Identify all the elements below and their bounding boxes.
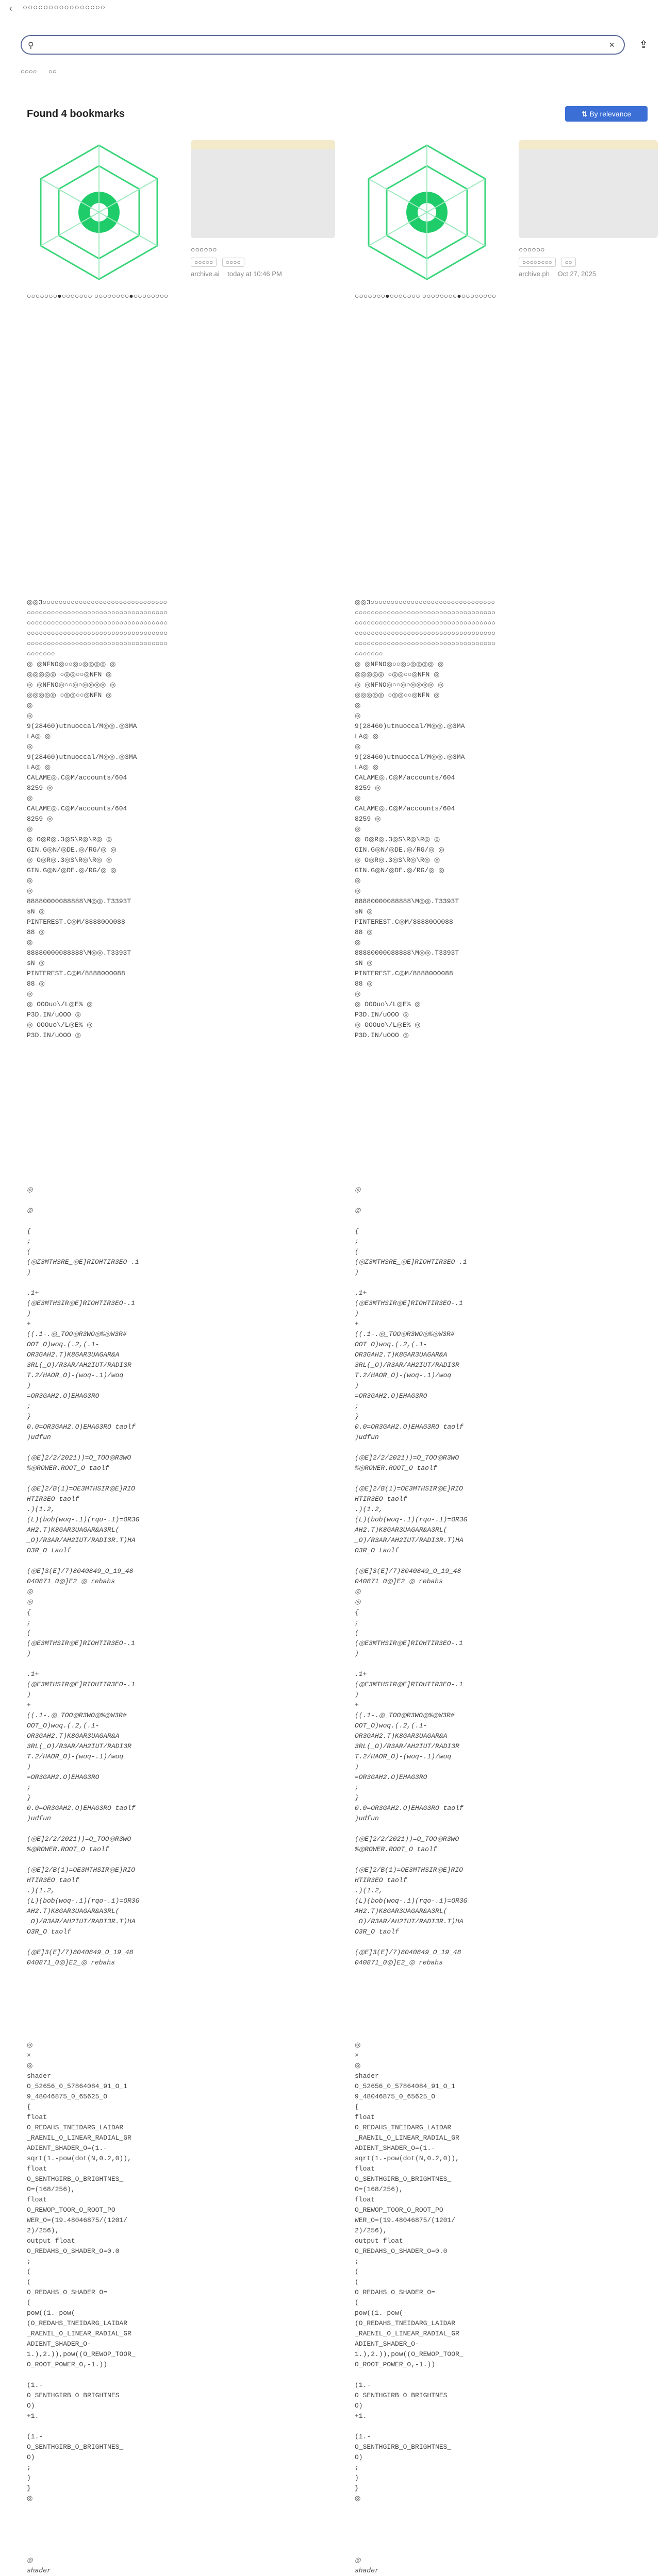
search-icon: ⚲	[28, 41, 34, 50]
bookmark-card[interactable]	[355, 140, 499, 301]
bookmark-title[interactable]: ○○○○○○○●○○○○○○○ ○○○○○○○○●○○○○○○○○	[27, 292, 169, 300]
bookmark-thumbnail	[27, 140, 171, 284]
bookmark-title[interactable]: ○○○○○○○●○○○○○○○ ○○○○○○○○●○○○○○○○○	[355, 292, 496, 300]
content-block: ◎ ◎ { ; ( (◎Z3MTHSRE_◎E]RIOHTIR3EO-.1 ) .1+ (◎E3MTHSIR◎E]RIOHTIR3EO-.1 ) + ((.1-.◎_TOO◎R3WO◎%◎W3R# OOT_O)woq.(.2,(.1- OR3GAH2.T)K8GAR3UAGAR&A 3RL(_O)/R3AR/AH2IUT/RADI3R T.2/HAOR_O)-(woq-.1)/woq ) =OR3GAH2.O)EHAG3RO ; } 0.0=OR3GAH2.O)EHAG3RO taolf )udfun (◎E]2/2/2021))=O_TOO◎R3WO %◎ROWER.ROOT_O taolf (◎E]2/B(1)=OE3MTHSIR◎E]RIO HTIR3EO taolf .)(1.2, (L)(bob(woq-.1)(rqo-.1)=OR3G AH2.T)K8GAR3UAGAR&A3RL( _O)/R3AR/AH2IUT/RADI3R.T)HA O3R_O taolf (◎E]3(E]/7)8040849_O_19_48 040871_0◎]E2_◎ rebahs ◎ ◎ { ; ( (◎E3MTHSIR◎E]RIOHTIR3EO-.1 ) .1+ (◎E3MTHSIR◎E]RIOHTIR3EO-.1 ) + ((.1-.◎_TOO◎R3WO◎%◎W3R# OOT_O)woq.(.2,(.1- OR3GAH2.T)K8GAR3UAGAR&A 3RL(_O)/R3AR/AH2IUT/RADI3R T.2/HAOR_O)-(woq-.1)/woq ) =OR3GAH2.O)EHAG3RO ; } 0.0=OR3GAH2.O)EHAG3RO taolf )udfun (◎E]2/2/2021))=O_TOO◎R3WO %◎ROWER.ROOT_O taolf (◎E]2/B(1)=OE3MTHSIR◎E]RIO HTIR3EO taolf .)(1.2, (L)(bob(woq-.1)(rqo-.1)=OR3G AH2.T)K8GAR3UAGAR&A3RL( _O)/R3AR/AH2IUT/RADI3R.T)HA O3R_O taolf (◎E]3(E]/7)8040849_O_19_48 040871_0◎]E2_◎ rebahs	[27, 1186, 140, 1967]
bookmark-title[interactable]: ○○○○○○	[191, 245, 217, 253]
tag[interactable]: ○○○○	[222, 258, 244, 267]
share-icon[interactable]: ⇪	[639, 39, 648, 50]
bookmark-thumbnail	[355, 140, 499, 284]
back-arrow-icon[interactable]: ‹	[9, 3, 12, 13]
sort-button[interactable]: ⇅ By relevance	[565, 106, 648, 122]
tag[interactable]: ○○○○○	[191, 258, 217, 267]
bookmark-date: today at 10:46 PM	[227, 270, 282, 278]
top-bar	[0, 0, 662, 15]
bookmark-thumbnail	[519, 140, 658, 238]
tag[interactable]: ○○○○○○○○	[519, 258, 556, 267]
results-title: Found 4 bookmarks	[27, 108, 125, 120]
filter-chip[interactable]: ○○○○	[21, 67, 37, 75]
bookmark-thumbnail	[191, 140, 335, 238]
content-block: ◎◎3○○○○○○○○○○○○○○○○○○○○○○○○○○○○○○○○○○○○○○○○○○○○○○○○○○○○○○○○○○○○○○○○○○○○○○○○○○○○○○○○○○○○○○○○○○○○○○○○○○○○○○○○○○○○○○○○○○○○○○○○○○○○○○○○○○○○○○○○○○○○○○○○○○○○○○○○○○○○○○○○○○○○○○○○○○○○○○○○○○ ◎ ◎NFNO◎○○◎○◎◎◎◎ ◎ ◎◎◎◎◎ ○◎◎○○◎NFN ◎ ◎ ◎NFNO◎○○◎○◎◎◎◎ ◎ ◎◎◎◎◎ ○◎◎○○◎NFN ◎ ◎ ◎ 9(28460)utnuoccal/M◎◎.◎3MA LA◎ ◎ ◎ 9(28460)utnuoccal/M◎◎.◎3MA LA◎ ◎ CALAME◎.C◎M/accounts/604 8259 ◎ ◎ CALAME◎.C◎M/accounts/604 8259 ◎ ◎ ◎ O◎R◎.3◎S\R◎\R◎ ◎ GIN.G◎N/◎DE.◎/RG/◎ ◎ ◎ O◎R◎.3◎S\R◎\R◎ ◎ GIN.G◎N/◎DE.◎/RG/◎ ◎ ◎ ◎ 88880000088888\M◎◎.T3393T sN ◎ PINTEREST.C◎M/88880OO088 88 ◎ ◎ 88880000088888\M◎◎.T3393T sN ◎ PINTEREST.C◎M/88880OO088 88 ◎ ◎ ◎ OOOuo\/L◎E% ◎ P3D.IN/uOOO ◎ ◎ OOOuo\/L◎E% ◎ P3D.IN/uOOO ◎	[355, 599, 496, 1039]
hex-pattern-image	[27, 140, 171, 284]
content-block: ◎ shader	[27, 2556, 51, 2574]
bookmark-date: Oct 27, 2025	[557, 270, 597, 278]
bookmark-source: archive.ph	[519, 270, 550, 278]
close-icon[interactable]: ×	[609, 40, 615, 50]
bookmark-card[interactable]	[27, 140, 171, 301]
content-block: ◎ shader	[355, 2556, 379, 2574]
bookmark-meta	[191, 270, 335, 278]
content-block: ◎ × ◎ shader O_52656_0_57864084_91_O_1 9_48046875_0_65625_O { float O_REDAHS_TNEIDARG_LAIDAR _RAENIL_O_LINEAR_RADIAL_GR ADIENT_SHADER_O=(1.- sqrt(1.-pow(dot(N,0.2,0)), float O_SENTHGIRB_O_BRIGHTNES_ O=(168/256), float O_REWOP_TOOR_O_ROOT_PO WER_O=(19.48046875/(1201/ 2)/256), output float O_REDAHS_O_SHADER_O=0.0 ; ( ( O_REDAHS_O_SHADER_O= ( pow((1.-pow(- (O_REDAHS_TNEIDARG_LAIDAR _RAENIL_O_LINEAR_RADIAL_GR ADIENT_SHADER_O- 1.),2.)),pow((O_REWOP_TOOR_ O_ROOT_POWER_O,-1.)) (1.- O_SENTHGIRB_O_BRIGHTNES_ O) +1. (1.- O_SENTHGIRB_O_BRIGHTNES_ O) ; ) } ◎	[355, 2041, 464, 2502]
bookmark-source: archive.ai	[191, 270, 220, 278]
bookmark-card[interactable]	[519, 140, 658, 278]
content-block: ◎ × ◎ shader O_52656_0_57864084_91_O_1 9_48046875_0_65625_O { float O_REDAHS_TNEIDARG_LAIDAR _RAENIL_O_LINEAR_RADIAL_GR ADIENT_SHADER_O=(1.- sqrt(1.-pow(dot(N,0.2,0)), float O_SENTHGIRB_O_BRIGHTNES_ O=(168/256), float O_REWOP_TOOR_O_ROOT_PO WER_O=(19.48046875/(1201/ 2)/256), output float O_REDAHS_O_SHADER_O=0.0 ; ( ( O_REDAHS_O_SHADER_O= ( pow((1.-pow(- (O_REDAHS_TNEIDARG_LAIDAR _RAENIL_O_LINEAR_RADIAL_GR ADIENT_SHADER_O- 1.),2.)),pow((O_REWOP_TOOR_ O_ROOT_POWER_O,-1.)) (1.- O_SENTHGIRB_O_BRIGHTNES_ O) +1. (1.- O_SENTHGIRB_O_BRIGHTNES_ O) ; ) } ◎	[27, 2041, 136, 2502]
tag[interactable]: ○○	[561, 258, 576, 267]
content-block: ◎◎3○○○○○○○○○○○○○○○○○○○○○○○○○○○○○○○○○○○○○○○○○○○○○○○○○○○○○○○○○○○○○○○○○○○○○○○○○○○○○○○○○○○○○○○○○○○○○○○○○○○○○○○○○○○○○○○○○○○○○○○○○○○○○○○○○○○○○○○○○○○○○○○○○○○○○○○○○○○○○○○○○○○○○○○○○○○○○○○○○○ ◎ ◎NFNO◎○○◎○◎◎◎◎ ◎ ◎◎◎◎◎ ○◎◎○○◎NFN ◎ ◎ ◎NFNO◎○○◎○◎◎◎◎ ◎ ◎◎◎◎◎ ○◎◎○○◎NFN ◎ ◎ ◎ 9(28460)utnuoccal/M◎◎.◎3MA LA◎ ◎ ◎ 9(28460)utnuoccal/M◎◎.◎3MA LA◎ ◎ CALAME◎.C◎M/accounts/604 8259 ◎ ◎ CALAME◎.C◎M/accounts/604 8259 ◎ ◎ ◎ O◎R◎.3◎S\R◎\R◎ ◎ GIN.G◎N/◎DE.◎/RG/◎ ◎ ◎ O◎R◎.3◎S\R◎\R◎ ◎ GIN.G◎N/◎DE.◎/RG/◎ ◎ ◎ ◎ 88880000088888\M◎◎.T3393T sN ◎ PINTEREST.C◎M/88880OO088 88 ◎ ◎ 88880000088888\M◎◎.T3393T sN ◎ PINTEREST.C◎M/88880OO088 88 ◎ ◎ ◎ OOOuo\/L◎E% ◎ P3D.IN/uOOO ◎ ◎ OOOuo\/L◎E% ◎ P3D.IN/uOOO ◎	[27, 599, 168, 1039]
filter-chips	[21, 67, 66, 76]
bookmark-meta	[519, 270, 658, 278]
window-title: ○○○○○○○○○○○○○○○○	[23, 3, 106, 12]
bookmark-card[interactable]	[191, 140, 335, 278]
search-input[interactable]	[49, 39, 567, 52]
filter-chip[interactable]: ○○	[48, 67, 57, 75]
hex-pattern-image	[355, 140, 499, 284]
search-bar[interactable]	[21, 35, 625, 55]
bookmark-title[interactable]: ○○○○○○	[519, 245, 545, 253]
content-block: ◎ ◎ { ; ( (◎Z3MTHSRE_◎E]RIOHTIR3EO-.1 ) .1+ (◎E3MTHSIR◎E]RIOHTIR3EO-.1 ) + ((.1-.◎_TOO◎R3WO◎%◎W3R# OOT_O)woq.(.2,(.1- OR3GAH2.T)K8GAR3UAGAR&A 3RL(_O)/R3AR/AH2IUT/RADI3R T.2/HAOR_O)-(woq-.1)/woq ) =OR3GAH2.O)EHAG3RO ; } 0.0=OR3GAH2.O)EHAG3RO taolf )udfun (◎E]2/2/2021))=O_TOO◎R3WO %◎ROWER.ROOT_O taolf (◎E]2/B(1)=OE3MTHSIR◎E]RIO HTIR3EO taolf .)(1.2, (L)(bob(woq-.1)(rqo-.1)=OR3G AH2.T)K8GAR3UAGAR&A3RL( _O)/R3AR/AH2IUT/RADI3R.T)HA O3R_O taolf (◎E]3(E]/7)8040849_O_19_48 040871_0◎]E2_◎ rebahs ◎ ◎ { ; ( (◎E3MTHSIR◎E]RIOHTIR3EO-.1 ) .1+ (◎E3MTHSIR◎E]RIOHTIR3EO-.1 ) + ((.1-.◎_TOO◎R3WO◎%◎W3R# OOT_O)woq.(.2,(.1- OR3GAH2.T)K8GAR3UAGAR&A 3RL(_O)/R3AR/AH2IUT/RADI3R T.2/HAOR_O)-(woq-.1)/woq ) =OR3GAH2.O)EHAG3RO ; } 0.0=OR3GAH2.O)EHAG3RO taolf )udfun (◎E]2/2/2021))=O_TOO◎R3WO %◎ROWER.ROOT_O taolf (◎E]2/B(1)=OE3MTHSIR◎E]RIO HTIR3EO taolf .)(1.2, (L)(bob(woq-.1)(rqo-.1)=OR3G AH2.T)K8GAR3UAGAR&A3RL( _O)/R3AR/AH2IUT/RADI3R.T)HA O3R_O taolf (◎E]3(E]/7)8040849_O_19_48 040871_0◎]E2_◎ rebahs	[355, 1186, 468, 1967]
